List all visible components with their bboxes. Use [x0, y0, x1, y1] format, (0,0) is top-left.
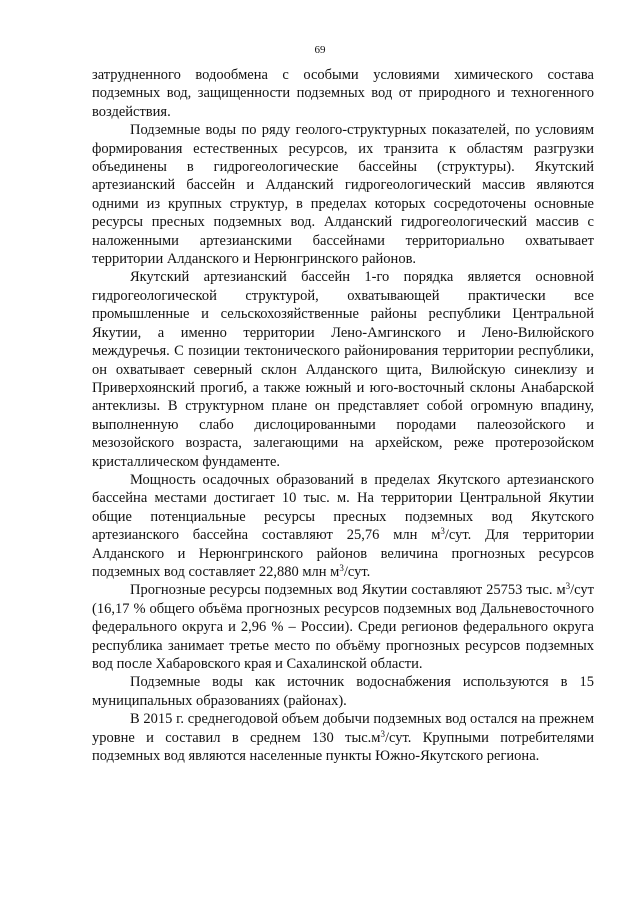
- paragraph-hydrogeological-basins: Подземные воды по ряду геолого-структурных показателей, по условиям формирования естественных ресурсов, их транзита к областям разгрузки объединены в гидрогеологические бассейны (структуры). Якутский артезианский бассейн и Алданский гидрогеологический массив являются одними из крупных структур, в пределах которых сосредоточены основные ресурсы пресных подземных вод. Алданский гидрогеологический массив с наложенными артезианскими бассейнами территориально охватывает территории Алданского и Нерюнгринского районов.: [92, 122, 594, 268]
- cubic-superscript: 3: [380, 728, 385, 739]
- cubic-superscript: 3: [565, 581, 571, 592]
- paragraph-extraction-2015: В 2015 г. среднегодовой объем добычи подземных вод остался на прежнем уровне и составил в среднем 130 $тыс.м^3$/сут. Крупными потребителями подземных вод являются населенные пункты Южно-Якутского региона.: [92, 711, 594, 765]
- paragraph-water-exchange: затрудненного водообмена с особыми условиями химического состава подземных вод, защищенности подземных вод от природного и техногенного воздействия.: [92, 67, 594, 120]
- cubic-superscript: 3: [339, 563, 344, 574]
- paragraph-water-supply-usage: Подземные воды как источник водоснабжения используются в 15 муниципальных образованиях (районах).: [92, 674, 594, 709]
- paragraph-sediment-thickness: Мощность осадочных образований в пределах Якутского артезианского бассейна местами достигает 10 тыс. м. На территории Центральной Якутии общие потенциальные ресурсы пресных подземных вод Якутского артезианского бассейна составляют 25,76 млн $м^3$/сут. Для территории Алданского и Нерюнгринского районов величина прогнозных ресурсов подземных вод составляет 22,880 млн $м^3$/сут.: [92, 471, 594, 580]
- document-body: [92, 66, 594, 765]
- cubic-superscript: 3: [440, 526, 445, 537]
- page-number: 69: [314, 44, 326, 56]
- paragraph-yakutsk-artesian-basin: Якутский артезианский бассейн 1-го порядка является основной гидрогеологической структурой, охватывающей практически все промышленные и сельскохозяйственные районы республики Центральной Якутии, а именно территории Лено-Амгинского и Лено-Вилюйского междуречья. С позиции тектонического районирования территории республики, он охватывает северный склон Алданского щита, Вилюйскую синеклизу и Приверхоянский прогиб, а также южный и юго-восточный склоны Анабарской антеклизы. В структурном плане он представляет собой огромную впадину, выполненную слабо дислоцированными породами палеозойского и мезозойского возраста, залегающими на архейском, реже протерозойском кристаллическом фундаменте.: [92, 269, 594, 470]
- paragraph-forecast-resources: Прогнозные ресурсы подземных вод Якутии составляют 25753 тыс. $м^3$/сут (16,17 % общего объёма прогнозных ресурсов подземных вод Дальневосточного федерального округа и 2,96 % – России). Среди регионов федерального округа республика занимает третье место по объёму прогнозных ресурсов подземных вод после Хабаровского края и Сахалинской области.: [92, 581, 594, 672]
